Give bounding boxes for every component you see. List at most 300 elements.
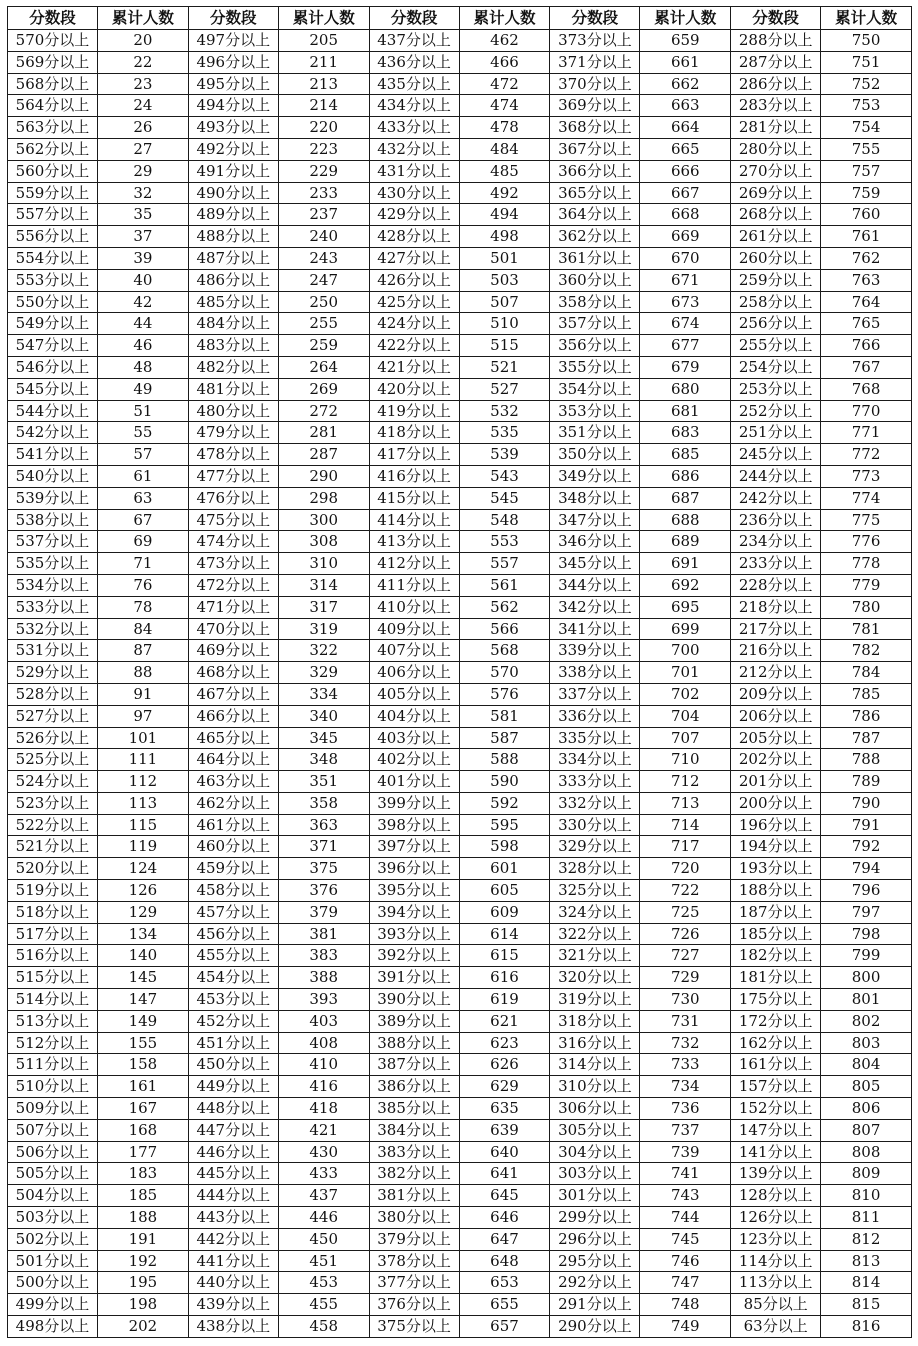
table-body: [8, 30, 912, 1338]
score-range-cell: 244分以上: [731, 465, 821, 487]
cumulative-count-cell: 375: [278, 858, 369, 880]
score-range-cell: 341分以上: [550, 618, 640, 640]
score-range-cell: 324分以上: [550, 901, 640, 923]
cumulative-count-cell: 792: [821, 836, 912, 858]
score-range-cell: 526分以上: [8, 727, 98, 749]
score-range-cell: 333分以上: [550, 771, 640, 793]
cumulative-count-cell: 753: [821, 95, 912, 117]
score-range-cell: 471分以上: [188, 596, 278, 618]
cumulative-count-cell: 796: [821, 880, 912, 902]
score-range-cell: 544分以上: [8, 400, 98, 422]
cumulative-count-cell: 458: [278, 1316, 369, 1338]
score-range-cell: 559分以上: [8, 182, 98, 204]
table-row: [8, 1119, 912, 1141]
score-range-cell: 218分以上: [731, 596, 821, 618]
cumulative-count-cell: 198: [98, 1294, 189, 1316]
score-range-cell: 381分以上: [369, 1185, 459, 1207]
score-range-cell: 442分以上: [188, 1228, 278, 1250]
cumulative-count-cell: 570: [459, 662, 550, 684]
cumulative-count-cell: 553: [459, 531, 550, 553]
cumulative-count-cell: 653: [459, 1272, 550, 1294]
cumulative-count-cell: 646: [459, 1207, 550, 1229]
cumulative-count-cell: 376: [278, 880, 369, 902]
cumulative-count-cell: 71: [98, 553, 189, 575]
score-range-cell: 361分以上: [550, 247, 640, 269]
score-range-cell: 114分以上: [731, 1250, 821, 1272]
score-range-cell: 505分以上: [8, 1163, 98, 1185]
cumulative-count-cell: 111: [98, 749, 189, 771]
cumulative-count-cell: 214: [278, 95, 369, 117]
cumulative-count-cell: 61: [98, 465, 189, 487]
cumulative-count-cell: 155: [98, 1032, 189, 1054]
score-range-cell: 228分以上: [731, 574, 821, 596]
cumulative-count-cell: 707: [640, 727, 731, 749]
score-range-cell: 385分以上: [369, 1098, 459, 1120]
score-range-cell: 337分以上: [550, 683, 640, 705]
score-range-cell: 537分以上: [8, 531, 98, 553]
header-cumulative-count: 累计人数: [640, 7, 731, 30]
cumulative-count-cell: 702: [640, 683, 731, 705]
cumulative-count-cell: 776: [821, 531, 912, 553]
score-range-cell: 306分以上: [550, 1098, 640, 1120]
cumulative-count-cell: 205: [278, 30, 369, 52]
cumulative-count-cell: 771: [821, 422, 912, 444]
score-range-cell: 288分以上: [731, 30, 821, 52]
score-range-cell: 517分以上: [8, 923, 98, 945]
table-row: [8, 945, 912, 967]
score-range-cell: 364分以上: [550, 204, 640, 226]
score-range-cell: 468分以上: [188, 662, 278, 684]
score-range-cell: 430分以上: [369, 182, 459, 204]
cumulative-count-cell: 790: [821, 792, 912, 814]
cumulative-count-cell: 692: [640, 574, 731, 596]
cumulative-count-cell: 26: [98, 117, 189, 139]
score-range-cell: 366分以上: [550, 160, 640, 182]
cumulative-count-cell: 20: [98, 30, 189, 52]
cumulative-count-cell: 730: [640, 989, 731, 1011]
score-range-cell: 242分以上: [731, 487, 821, 509]
table-row: [8, 465, 912, 487]
cumulative-count-cell: 23: [98, 73, 189, 95]
cumulative-count-cell: 734: [640, 1076, 731, 1098]
score-distribution-table: [7, 6, 912, 1338]
score-range-cell: 463分以上: [188, 771, 278, 793]
table-row: [8, 858, 912, 880]
cumulative-count-cell: 521: [459, 356, 550, 378]
cumulative-count-cell: 687: [640, 487, 731, 509]
cumulative-count-cell: 351: [278, 771, 369, 793]
score-range-cell: 556分以上: [8, 226, 98, 248]
cumulative-count-cell: 813: [821, 1250, 912, 1272]
score-range-cell: 529分以上: [8, 662, 98, 684]
table-row: [8, 683, 912, 705]
cumulative-count-cell: 733: [640, 1054, 731, 1076]
cumulative-count-cell: 647: [459, 1228, 550, 1250]
score-range-cell: 270分以上: [731, 160, 821, 182]
header-score-range: 分数段: [188, 7, 278, 30]
cumulative-count-cell: 24: [98, 95, 189, 117]
cumulative-count-cell: 566: [459, 618, 550, 640]
cumulative-count-cell: 759: [821, 182, 912, 204]
table-row: [8, 422, 912, 444]
cumulative-count-cell: 229: [278, 160, 369, 182]
score-range-cell: 528分以上: [8, 683, 98, 705]
cumulative-count-cell: 393: [278, 989, 369, 1011]
score-range-cell: 287分以上: [731, 51, 821, 73]
cumulative-count-cell: 808: [821, 1141, 912, 1163]
cumulative-count-cell: 784: [821, 662, 912, 684]
score-range-cell: 480分以上: [188, 400, 278, 422]
score-range-cell: 447分以上: [188, 1119, 278, 1141]
cumulative-count-cell: 462: [459, 30, 550, 52]
score-range-cell: 391分以上: [369, 967, 459, 989]
table-row: [8, 1250, 912, 1272]
cumulative-count-cell: 743: [640, 1185, 731, 1207]
cumulative-count-cell: 745: [640, 1228, 731, 1250]
cumulative-count-cell: 237: [278, 204, 369, 226]
score-range-cell: 358分以上: [550, 291, 640, 313]
cumulative-count-cell: 129: [98, 901, 189, 923]
score-range-cell: 303分以上: [550, 1163, 640, 1185]
cumulative-count-cell: 786: [821, 705, 912, 727]
table-row: [8, 1054, 912, 1076]
score-range-cell: 406分以上: [369, 662, 459, 684]
score-range-cell: 281分以上: [731, 117, 821, 139]
score-range-cell: 554分以上: [8, 247, 98, 269]
score-range-cell: 407分以上: [369, 640, 459, 662]
cumulative-count-cell: 639: [459, 1119, 550, 1141]
score-range-cell: 382分以上: [369, 1163, 459, 1185]
score-range-cell: 394分以上: [369, 901, 459, 923]
score-range-cell: 500分以上: [8, 1272, 98, 1294]
cumulative-count-cell: 810: [821, 1185, 912, 1207]
cumulative-count-cell: 532: [459, 400, 550, 422]
score-range-cell: 182分以上: [731, 945, 821, 967]
cumulative-count-cell: 255: [278, 313, 369, 335]
cumulative-count-cell: 778: [821, 553, 912, 575]
cumulative-count-cell: 548: [459, 509, 550, 531]
cumulative-count-cell: 147: [98, 989, 189, 1011]
cumulative-count-cell: 310: [278, 553, 369, 575]
score-range-cell: 318分以上: [550, 1010, 640, 1032]
cumulative-count-cell: 729: [640, 967, 731, 989]
score-range-cell: 472分以上: [188, 574, 278, 596]
cumulative-count-cell: 112: [98, 771, 189, 793]
cumulative-count-cell: 670: [640, 247, 731, 269]
header-score-range: 分数段: [731, 7, 821, 30]
cumulative-count-cell: 403: [278, 1010, 369, 1032]
cumulative-count-cell: 677: [640, 335, 731, 357]
table-row: [8, 444, 912, 466]
cumulative-count-cell: 814: [821, 1272, 912, 1294]
cumulative-count-cell: 453: [278, 1272, 369, 1294]
score-range-cell: 384分以上: [369, 1119, 459, 1141]
table-row: [8, 1207, 912, 1229]
score-range-cell: 368分以上: [550, 117, 640, 139]
cumulative-count-cell: 233: [278, 182, 369, 204]
score-range-cell: 172分以上: [731, 1010, 821, 1032]
score-range-cell: 320分以上: [550, 967, 640, 989]
score-range-cell: 295分以上: [550, 1250, 640, 1272]
cumulative-count-cell: 329: [278, 662, 369, 684]
score-range-cell: 420分以上: [369, 378, 459, 400]
score-range-cell: 351分以上: [550, 422, 640, 444]
score-range-cell: 443分以上: [188, 1207, 278, 1229]
table-row: [8, 814, 912, 836]
cumulative-count-cell: 700: [640, 640, 731, 662]
score-range-cell: 201分以上: [731, 771, 821, 793]
cumulative-count-cell: 797: [821, 901, 912, 923]
table-header: [8, 7, 912, 30]
cumulative-count-cell: 539: [459, 444, 550, 466]
cumulative-count-cell: 757: [821, 160, 912, 182]
cumulative-count-cell: 145: [98, 967, 189, 989]
cumulative-count-cell: 281: [278, 422, 369, 444]
score-range-cell: 395分以上: [369, 880, 459, 902]
table-row: [8, 226, 912, 248]
score-range-cell: 344分以上: [550, 574, 640, 596]
score-range-cell: 498分以上: [8, 1316, 98, 1338]
cumulative-count-cell: 686: [640, 465, 731, 487]
table-row: [8, 1185, 912, 1207]
cumulative-count-cell: 616: [459, 967, 550, 989]
cumulative-count-cell: 581: [459, 705, 550, 727]
cumulative-count-cell: 308: [278, 531, 369, 553]
cumulative-count-cell: 664: [640, 117, 731, 139]
score-range-cell: 428分以上: [369, 226, 459, 248]
cumulative-count-cell: 535: [459, 422, 550, 444]
cumulative-count-cell: 124: [98, 858, 189, 880]
cumulative-count-cell: 671: [640, 269, 731, 291]
cumulative-count-cell: 557: [459, 553, 550, 575]
cumulative-count-cell: 126: [98, 880, 189, 902]
score-range-cell: 426分以上: [369, 269, 459, 291]
score-range-cell: 253分以上: [731, 378, 821, 400]
score-range-cell: 422分以上: [369, 335, 459, 357]
cumulative-count-cell: 213: [278, 73, 369, 95]
cumulative-count-cell: 727: [640, 945, 731, 967]
cumulative-count-cell: 629: [459, 1076, 550, 1098]
cumulative-count-cell: 704: [640, 705, 731, 727]
table-row: [8, 182, 912, 204]
score-range-cell: 206分以上: [731, 705, 821, 727]
header-cumulative-count: 累计人数: [98, 7, 189, 30]
table-row: [8, 553, 912, 575]
cumulative-count-cell: 78: [98, 596, 189, 618]
score-range-cell: 453分以上: [188, 989, 278, 1011]
cumulative-count-cell: 595: [459, 814, 550, 836]
cumulative-count-cell: 37: [98, 226, 189, 248]
score-range-cell: 404分以上: [369, 705, 459, 727]
cumulative-count-cell: 101: [98, 727, 189, 749]
score-range-cell: 419分以上: [369, 400, 459, 422]
cumulative-count-cell: 588: [459, 749, 550, 771]
cumulative-count-cell: 119: [98, 836, 189, 858]
table-row: [8, 1294, 912, 1316]
score-range-cell: 254分以上: [731, 356, 821, 378]
cumulative-count-cell: 561: [459, 574, 550, 596]
score-range-cell: 538分以上: [8, 509, 98, 531]
cumulative-count-cell: 240: [278, 226, 369, 248]
cumulative-count-cell: 761: [821, 226, 912, 248]
table-row: [8, 1272, 912, 1294]
cumulative-count-cell: 736: [640, 1098, 731, 1120]
header-row: [8, 7, 912, 30]
cumulative-count-cell: 416: [278, 1076, 369, 1098]
score-range-cell: 523分以上: [8, 792, 98, 814]
score-range-cell: 187分以上: [731, 901, 821, 923]
cumulative-count-cell: 699: [640, 618, 731, 640]
score-range-cell: 470分以上: [188, 618, 278, 640]
table-row: [8, 771, 912, 793]
cumulative-count-cell: 177: [98, 1141, 189, 1163]
table-row: [8, 509, 912, 531]
cumulative-count-cell: 746: [640, 1250, 731, 1272]
score-range-cell: 501分以上: [8, 1250, 98, 1272]
score-range-cell: 196分以上: [731, 814, 821, 836]
cumulative-count-cell: 766: [821, 335, 912, 357]
score-range-cell: 459分以上: [188, 858, 278, 880]
score-range-cell: 535分以上: [8, 553, 98, 575]
score-range-cell: 234分以上: [731, 531, 821, 553]
table-row: [8, 967, 912, 989]
table-row: [8, 1098, 912, 1120]
score-range-cell: 123分以上: [731, 1228, 821, 1250]
score-range-cell: 345分以上: [550, 553, 640, 575]
score-range-cell: 568分以上: [8, 73, 98, 95]
cumulative-count-cell: 811: [821, 1207, 912, 1229]
score-range-cell: 416分以上: [369, 465, 459, 487]
score-range-cell: 202分以上: [731, 749, 821, 771]
cumulative-count-cell: 659: [640, 30, 731, 52]
score-range-cell: 376分以上: [369, 1294, 459, 1316]
score-range-cell: 437分以上: [369, 30, 459, 52]
cumulative-count-cell: 791: [821, 814, 912, 836]
cumulative-count-cell: 798: [821, 923, 912, 945]
cumulative-count-cell: 665: [640, 138, 731, 160]
score-range-cell: 301分以上: [550, 1185, 640, 1207]
cumulative-count-cell: 507: [459, 291, 550, 313]
cumulative-count-cell: 466: [459, 51, 550, 73]
score-range-cell: 493分以上: [188, 117, 278, 139]
cumulative-count-cell: 57: [98, 444, 189, 466]
cumulative-count-cell: 220: [278, 117, 369, 139]
score-range-cell: 488分以上: [188, 226, 278, 248]
table-row: [8, 727, 912, 749]
score-range-cell: 539分以上: [8, 487, 98, 509]
score-range-cell: 473分以上: [188, 553, 278, 575]
score-range-cell: 533分以上: [8, 596, 98, 618]
cumulative-count-cell: 689: [640, 531, 731, 553]
cumulative-count-cell: 48: [98, 356, 189, 378]
score-range-cell: 452分以上: [188, 1010, 278, 1032]
score-range-cell: 212分以上: [731, 662, 821, 684]
cumulative-count-cell: 29: [98, 160, 189, 182]
score-range-cell: 460分以上: [188, 836, 278, 858]
score-range-cell: 373分以上: [550, 30, 640, 52]
score-range-cell: 512分以上: [8, 1032, 98, 1054]
score-range-cell: 489分以上: [188, 204, 278, 226]
cumulative-count-cell: 84: [98, 618, 189, 640]
cumulative-count-cell: 545: [459, 487, 550, 509]
score-range-cell: 547分以上: [8, 335, 98, 357]
score-range-cell: 503分以上: [8, 1207, 98, 1229]
score-range-cell: 557分以上: [8, 204, 98, 226]
score-range-cell: 256分以上: [731, 313, 821, 335]
cumulative-count-cell: 35: [98, 204, 189, 226]
cumulative-count-cell: 168: [98, 1119, 189, 1141]
cumulative-count-cell: 69: [98, 531, 189, 553]
score-range-cell: 427分以上: [369, 247, 459, 269]
cumulative-count-cell: 680: [640, 378, 731, 400]
score-range-cell: 409分以上: [369, 618, 459, 640]
score-range-cell: 147分以上: [731, 1119, 821, 1141]
cumulative-count-cell: 223: [278, 138, 369, 160]
cumulative-count-cell: 788: [821, 749, 912, 771]
score-range-cell: 522分以上: [8, 814, 98, 836]
score-range-cell: 439分以上: [188, 1294, 278, 1316]
cumulative-count-cell: 250: [278, 291, 369, 313]
table-row: [8, 95, 912, 117]
cumulative-count-cell: 674: [640, 313, 731, 335]
score-range-cell: 564分以上: [8, 95, 98, 117]
cumulative-count-cell: 287: [278, 444, 369, 466]
cumulative-count-cell: 46: [98, 335, 189, 357]
score-range-cell: 269分以上: [731, 182, 821, 204]
cumulative-count-cell: 185: [98, 1185, 189, 1207]
cumulative-count-cell: 259: [278, 335, 369, 357]
table-row: [8, 291, 912, 313]
cumulative-count-cell: 515: [459, 335, 550, 357]
score-range-cell: 280分以上: [731, 138, 821, 160]
cumulative-count-cell: 527: [459, 378, 550, 400]
cumulative-count-cell: 787: [821, 727, 912, 749]
score-range-cell: 484分以上: [188, 313, 278, 335]
score-range-cell: 296分以上: [550, 1228, 640, 1250]
cumulative-count-cell: 635: [459, 1098, 550, 1120]
cumulative-count-cell: 763: [821, 269, 912, 291]
score-range-cell: 570分以上: [8, 30, 98, 52]
score-range-cell: 413分以上: [369, 531, 459, 553]
cumulative-count-cell: 421: [278, 1119, 369, 1141]
cumulative-count-cell: 732: [640, 1032, 731, 1054]
table-row: [8, 901, 912, 923]
score-range-cell: 217分以上: [731, 618, 821, 640]
score-range-cell: 466分以上: [188, 705, 278, 727]
cumulative-count-cell: 645: [459, 1185, 550, 1207]
score-range-cell: 445分以上: [188, 1163, 278, 1185]
cumulative-count-cell: 450: [278, 1228, 369, 1250]
score-range-cell: 377分以上: [369, 1272, 459, 1294]
cumulative-count-cell: 666: [640, 160, 731, 182]
table-row: [8, 1141, 912, 1163]
score-range-cell: 563分以上: [8, 117, 98, 139]
table-row: [8, 30, 912, 52]
table-row: [8, 618, 912, 640]
cumulative-count-cell: 683: [640, 422, 731, 444]
score-range-cell: 322分以上: [550, 923, 640, 945]
cumulative-count-cell: 363: [278, 814, 369, 836]
cumulative-count-cell: 485: [459, 160, 550, 182]
cumulative-count-cell: 576: [459, 683, 550, 705]
score-range-cell: 261分以上: [731, 226, 821, 248]
cumulative-count-cell: 388: [278, 967, 369, 989]
cumulative-count-cell: 815: [821, 1294, 912, 1316]
cumulative-count-cell: 430: [278, 1141, 369, 1163]
cumulative-count-cell: 614: [459, 923, 550, 945]
table-row: [8, 73, 912, 95]
cumulative-count-cell: 543: [459, 465, 550, 487]
